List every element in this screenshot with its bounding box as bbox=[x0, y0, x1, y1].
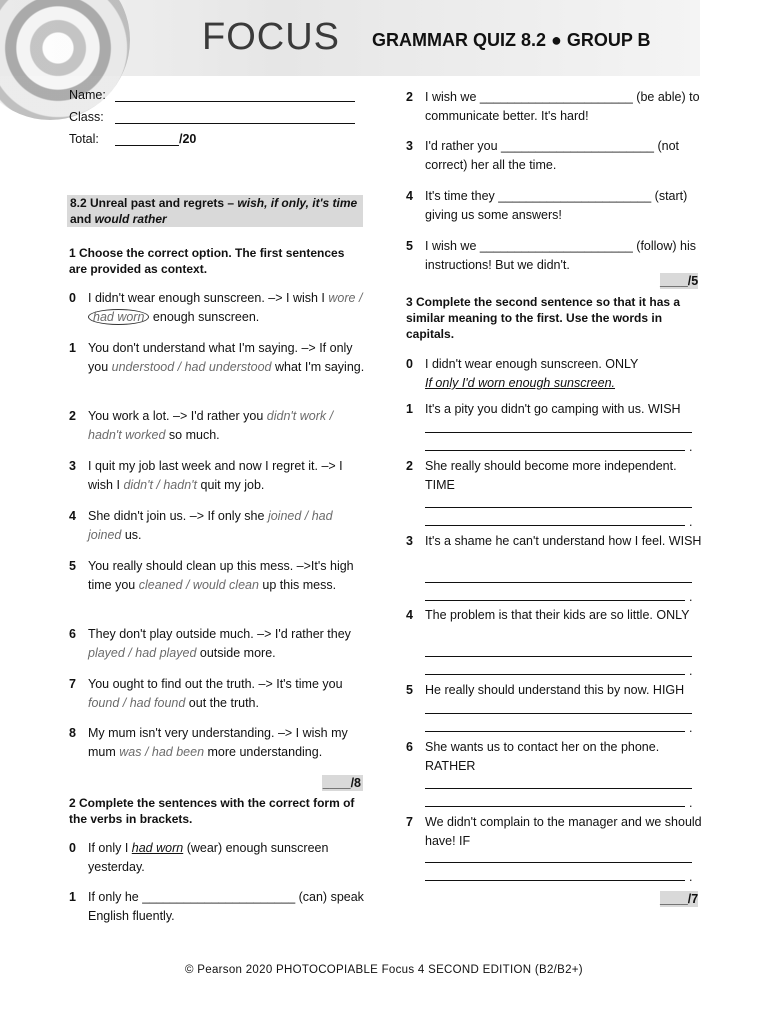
answer-line[interactable] bbox=[425, 656, 692, 657]
name-label: Name: bbox=[69, 88, 106, 102]
task2-score[interactable]: ____/5 bbox=[660, 274, 699, 288]
task1-item-6: 6 They don't play outside much. –> I'd rather they played / had played outside more. bbox=[69, 627, 351, 660]
answer-line[interactable] bbox=[425, 600, 685, 601]
answer-line[interactable] bbox=[425, 713, 692, 714]
class-row bbox=[69, 110, 355, 124]
header-banner bbox=[0, 0, 700, 76]
total-field[interactable] bbox=[115, 133, 179, 146]
answer-line[interactable] bbox=[425, 806, 685, 807]
task1-item-1: 1 You don't understand what I'm saying. –> If only you understood / had understood what I'm saying. bbox=[69, 341, 365, 374]
task3-score[interactable]: ____/7 bbox=[660, 892, 699, 906]
task1-item-0: 0 I didn't wear enough sunscreen. –> I wish I wore / had worn enough sunscreen. bbox=[69, 291, 363, 324]
task1-item-3: 3 I quit my job last week and now I regret it. –> I wish I didn't / hadn't quit my job. bbox=[69, 459, 343, 492]
focus-logo: FOCUS bbox=[202, 16, 340, 58]
task2-heading: 2 Complete the sentences with the correct form of the verbs in brackets. bbox=[69, 796, 355, 826]
answer-line[interactable] bbox=[425, 432, 692, 433]
option-choice[interactable]: didn't work / hadn't worked bbox=[88, 409, 334, 442]
option-choice[interactable]: joined / had joined bbox=[88, 509, 333, 542]
class-label: Class: bbox=[69, 110, 104, 124]
task2-item-2[interactable]: 2 I wish we ______________________ (be able) to communicate better. It's hard! bbox=[406, 90, 700, 123]
answer-line[interactable] bbox=[425, 507, 692, 508]
option-choice[interactable]: found / had found bbox=[88, 696, 186, 710]
quiz-title: GRAMMAR QUIZ 8.2 ● GROUP B bbox=[372, 30, 651, 50]
task2-item-3[interactable]: 3 I'd rather you ______________________ (not correct) her all the time. bbox=[406, 139, 679, 172]
task1-score[interactable]: ____/8 bbox=[322, 776, 361, 790]
total-row bbox=[69, 132, 196, 146]
answer-line[interactable] bbox=[425, 862, 692, 863]
name-row bbox=[69, 88, 355, 102]
task2-item-4[interactable]: 4 It's time they ______________________ (start) giving us some answers! bbox=[406, 189, 688, 222]
task3-heading: 3 Complete the second sentence so that it has a similar meaning to the first. Use the words in capitals. bbox=[406, 295, 681, 341]
task3-item-1: 1 It's a pity you didn't go camping with us. WISH bbox=[406, 402, 681, 416]
answer-line[interactable] bbox=[425, 731, 685, 732]
option-choice[interactable]: understood / had understood bbox=[111, 360, 272, 374]
answer-line[interactable] bbox=[425, 788, 692, 789]
task3-item-3: 3 It's a shame he can't understand how I feel. WISH bbox=[406, 534, 702, 548]
task3-item-7: 7 We didn't complain to the manager and we should have! IF bbox=[406, 815, 702, 848]
name-field[interactable] bbox=[115, 89, 355, 102]
answer-line[interactable] bbox=[425, 582, 692, 583]
class-field[interactable] bbox=[115, 111, 355, 124]
task2-item-0: 0 If only I had worn (wear) enough sunscreen yesterday. bbox=[69, 841, 329, 874]
task3-example: 0 I didn't wear enough sunscreen. ONLY If only I'd worn enough sunscreen. bbox=[406, 357, 639, 390]
option-choice[interactable]: was / had been bbox=[119, 745, 205, 759]
option-choice[interactable]: played / had played bbox=[88, 646, 197, 660]
circled-answer: had worn bbox=[88, 309, 149, 325]
task2-item-1[interactable]: 1 If only he ______________________ (can) speak English fluently. bbox=[69, 890, 364, 923]
answer-line[interactable] bbox=[425, 450, 685, 451]
task3-item-6: 6 She wants us to contact her on the phone. RATHER bbox=[406, 740, 660, 773]
option-choice[interactable]: cleaned / would clean bbox=[138, 578, 259, 592]
task3-item-5: 5 He really should understand this by now. HIGH bbox=[406, 683, 685, 697]
total-label: Total: bbox=[69, 132, 99, 146]
task1-item-4: 4 She didn't join us. –> If only she joined / had joined us. bbox=[69, 509, 333, 542]
task1-item-2: 2 You work a lot. –> I'd rather you didn't work / hadn't worked so much. bbox=[69, 409, 334, 442]
focus-logo-disc-icon bbox=[0, 0, 130, 120]
task2-item-5[interactable]: 5 I wish we ______________________ (follow) his instructions! But we didn't. bbox=[406, 239, 697, 272]
answer-line[interactable] bbox=[425, 674, 685, 675]
task1-item-5: 5 You really should clean up this mess. –>It's high time you cleaned / would clean up this mess. bbox=[69, 559, 354, 592]
task3-item-2: 2 She really should become more independent. TIME bbox=[406, 459, 677, 492]
section-title: 8.2 Unreal past and regrets – wish, if only, it's time and would rather bbox=[67, 195, 363, 227]
total-suffix: /20 bbox=[179, 132, 197, 146]
answer-line[interactable] bbox=[425, 525, 685, 526]
answer-line[interactable] bbox=[425, 880, 685, 881]
task1-heading: 1 Choose the correct option. The first sentences are provided as context. bbox=[69, 246, 345, 276]
task1-item-8: 8 My mum isn't very understanding. –> I wish my mum was / had been more understanding. bbox=[69, 726, 348, 759]
footer: © Pearson 2020 PHOTOCOPIABLE Focus 4 SECOND EDITION (B2/B2+) bbox=[185, 964, 583, 976]
option-choice[interactable]: didn't / hadn't bbox=[123, 478, 198, 492]
task1-item-7: 7 You ought to find out the truth. –> It's time you found / had found out the truth. bbox=[69, 677, 343, 710]
task3-item-4: 4 The problem is that their kids are so little. ONLY bbox=[406, 608, 690, 622]
